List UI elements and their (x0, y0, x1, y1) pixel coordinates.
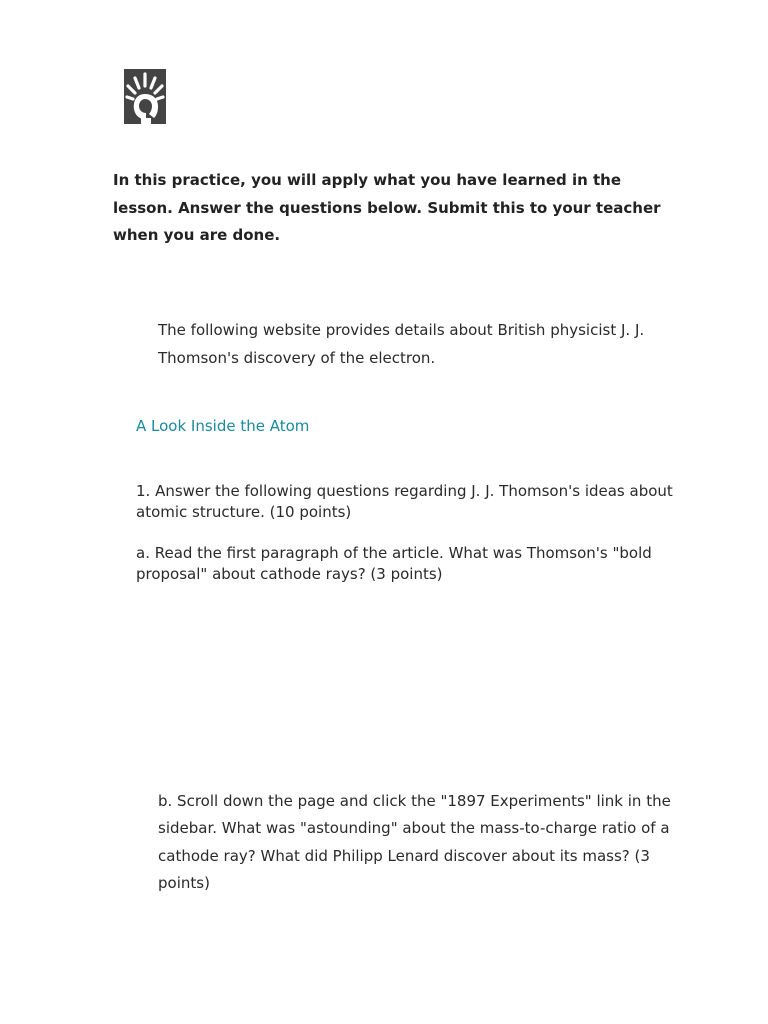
question-1: 1. Answer the following questions regarding J. J. Thomson's ideas about atomic structure. (10 points) (136, 482, 673, 521)
question-1b: b. Scroll down the page and click the "1897 Experiments" link in the sidebar. What was "astounding" about the mass-to-charge ratio of a cathode ray? What did Philipp Lenard discover about its mass? (3 points) (158, 792, 671, 892)
question-1a: a. Read the first paragraph of the article. What was Thomson's "bold proposal" about cathode rays? (3 points) (136, 544, 652, 583)
article-link[interactable]: A Look Inside the Atom (136, 417, 310, 435)
sunburst-logo-icon (124, 69, 166, 124)
website-description: The following website provides details about British physicist J. J. Thomson's discovery of the electron. (158, 321, 645, 367)
instructions-intro: In this practice, you will apply what you have learned in the lesson. Answer the questions below. Submit this to your teacher when you are done. (113, 171, 661, 244)
